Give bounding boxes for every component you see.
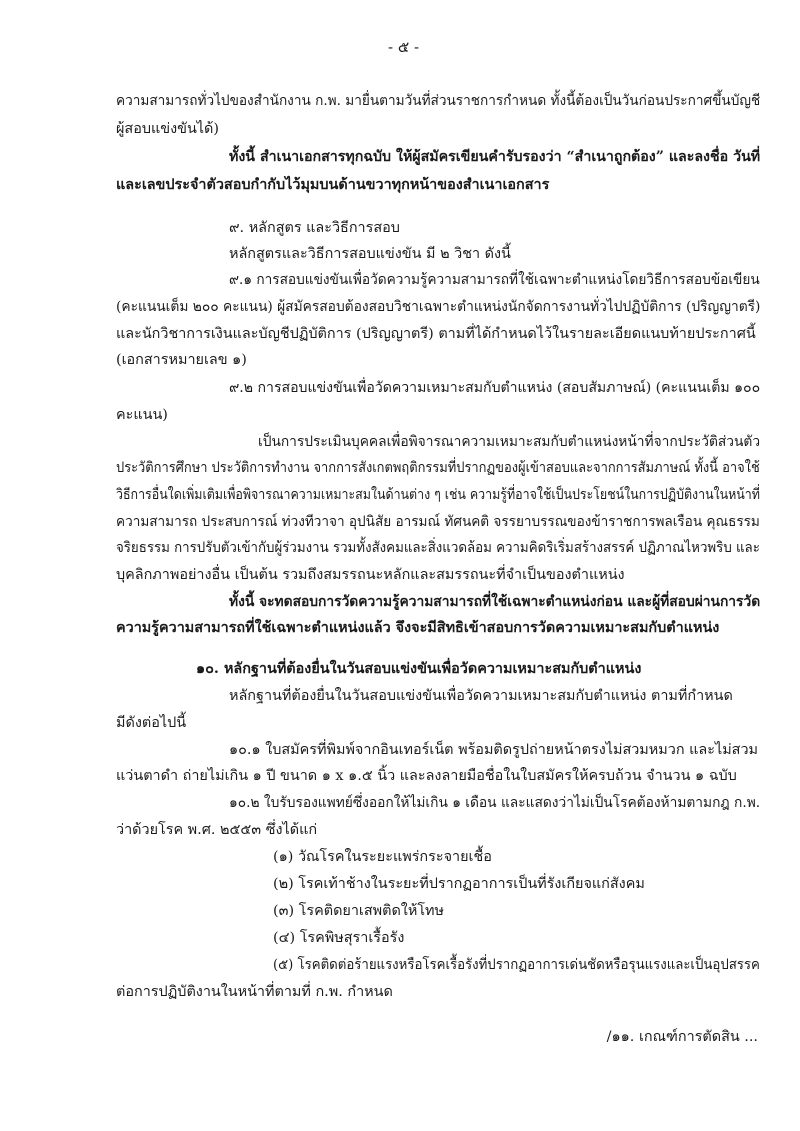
text-line: มีดังต่อไปนี้ xyxy=(116,715,187,731)
list-item: (๑) วัณโรคในระยะแพร่กระจายเชื้อ xyxy=(273,849,492,865)
text-line: หลักสูตรและวิธีการสอบแข่งขัน มี ๒ วิชา ดังนี้ xyxy=(229,246,511,262)
text-line: คะแนน) xyxy=(116,407,168,423)
text-line: ๑๐.๒ ใบรับรองแพทย์ซึ่งออกให้ไม่เกิน ๑ เดือน และแสดงว่าไม่เป็นโรคต้องห้ามตามกฎ ก.พ. xyxy=(229,795,761,811)
text-line: วิธีการอื่นใดเพิ่มเติมเพื่อพิจารณาความเหมาะสมในด้านต่าง ๆ เช่น ความรู้ที่อาจใช้เป็นประโยชน์ในการปฏิบัติงานในหน้าที่ xyxy=(116,487,760,503)
list-item: (๓) โรคติดยาเสพติดให้โทษ xyxy=(273,903,445,919)
text-line: ประวัติการศึกษา ประวัติการทำงาน จากการสังเกตพฤติกรรมที่ปรากฏของผู้เข้าสอบและจากการสัมภาษณ์ ทั้งนี้ อาจใช้ xyxy=(116,460,760,476)
list-item: (๕) โรคติดต่อร้ายแรงหรือโรคเรื้อรังที่ปรากฏอาการเด่นชัดหรือรุนแรงและเป็นอุปสรรค xyxy=(273,957,760,973)
list-item: (๔) โรคพิษสุราเรื้อรัง xyxy=(273,930,405,946)
text-line: ๙.๒ การสอบแข่งขันเพื่อวัดความเหมาะสมกับตำแหน่ง (สอบสัมภาษณ์) (คะแนนเต็ม ๑๐๐ xyxy=(229,380,761,396)
text-line: (คะแนนเต็ม ๒๐๐ คะแนน) ผู้สมัครสอบต้องสอบวิชาเฉพาะตำแหน่งนักจัดการงานทั่วไปปฏิบัติการ (ปริญญาตรี) xyxy=(116,299,761,315)
text-line: ๙.๑ การสอบแข่งขันเพื่อวัดความรู้ความสามารถที่ใช้เฉพาะตำแหน่งโดยวิธีการสอบข้อเขียน xyxy=(229,272,760,288)
text-line: แว่นตาดำ ถ่ายไม่เกิน ๑ ปี ขนาด ๑ x ๑.๕ นิ้ว และลงลายมือชื่อในใบสมัครให้ครบถ้วน จำนวน ๑ ฉบับ xyxy=(116,768,737,784)
text-line: ทั้งนี้ จะทดสอบการวัดความรู้ความสามารถที่ใช้เฉพาะตำแหน่งก่อน และผู้ที่สอบผ่านการวัด xyxy=(229,593,761,610)
text-line: ความรู้ความสามารถที่ใช้เฉพาะตำแหน่งแล้ว จึงจะมีสิทธิเข้าสอบการวัดความเหมาะสมกับตำแหน่ง xyxy=(116,619,720,636)
text-line: ความสามารถ ประสบการณ์ ท่วงทีวาจา อุปนิสัย อารมณ์ ทัศนคติ จรรยาบรรณของข้าราชการพลเรือน คุณธรรม xyxy=(116,514,760,530)
page-number: - ๕ - xyxy=(388,38,420,56)
text-line: เป็นการประเมินบุคคลเพื่อพิจารณาความเหมาะสมกับตำแหน่งหน้าที่จากประวัติส่วนตัว xyxy=(258,434,761,450)
list-item: (๒) โรคเท้าช้างในระยะที่ปรากฏอาการเป็นที่รังเกียจแก่สังคม xyxy=(273,876,645,892)
text-line: (เอกสารหมายเลข ๑) xyxy=(116,352,247,368)
text-line: ๑๐.๑ ใบสมัครที่พิมพ์จากอินเทอร์เน็ต พร้อมติดรูปถ่ายหน้าตรงไม่สวมหมวก และไม่สวม xyxy=(229,742,759,758)
text-line: ทั้งนี้ สำเนาเอกสารทุกฉบับ ให้ผู้สมัครเขียนคำรับรองว่า “สำเนาถูกต้อง” และลงชื่อ วันที่ xyxy=(229,148,761,165)
text-line: ความสามารถทั่วไปของสำนักงาน ก.พ. มายื่นตามวันที่ส่วนราชการกำหนด ทั้งนี้ต้องเป็นวันก่อนประกาศขึ้นบัญชี xyxy=(116,93,761,109)
text-line: ต่อการปฏิบัติงานในหน้าที่ตามที่ ก.พ. กำหนด xyxy=(116,984,393,1000)
text-line: หลักฐานที่ต้องยื่นในวันสอบแข่งขันเพื่อวัดความเหมาะสมกับตำแหน่ง ตามที่กำหนด xyxy=(229,688,733,704)
text-line: บุคลิกภาพอย่างอื่น เป็นต้น รวมถึงสมรรถนะหลักและสมรรถนะที่จำเป็นของตำแหน่ง xyxy=(116,567,625,583)
text-line: ผู้สอบแข่งขันได้) xyxy=(116,121,220,137)
text-line: และเลขประจำตัวสอบกำกับไว้มุมบนด้านขวาทุกหน้าของสำเนาเอกสาร xyxy=(116,176,550,193)
text-line: จริยธรรม การปรับตัวเข้ากับผู้ร่วมงาน รวมทั้งสังคมและสิ่งแวดล้อม ความคิดริเริ่มสร้างสรรค์ ปฏิภาณไหวพริบ และ xyxy=(116,540,760,556)
text-line: และนักวิชาการเงินและบัญชีปฏิบัติการ (ปริญญาตรี) ตามที่ได้กำหนดไว้ในรายละเอียดแนบท้ายประกาศนี้ xyxy=(116,326,756,342)
footer-continuation: /๑๑. เกณฑ์การตัดสิน ... xyxy=(606,1029,758,1045)
text-line: ว่าด้วยโรค พ.ศ. ๒๕๕๓ ซึ่งได้แก่ xyxy=(116,822,318,838)
section-heading: ๑๐. หลักฐานที่ต้องยื่นในวันสอบแข่งขันเพื่อวัดความเหมาะสมกับตำแหน่ง xyxy=(196,660,642,677)
section-heading: ๙. หลักสูตร และวิธีการสอบ xyxy=(229,220,400,236)
